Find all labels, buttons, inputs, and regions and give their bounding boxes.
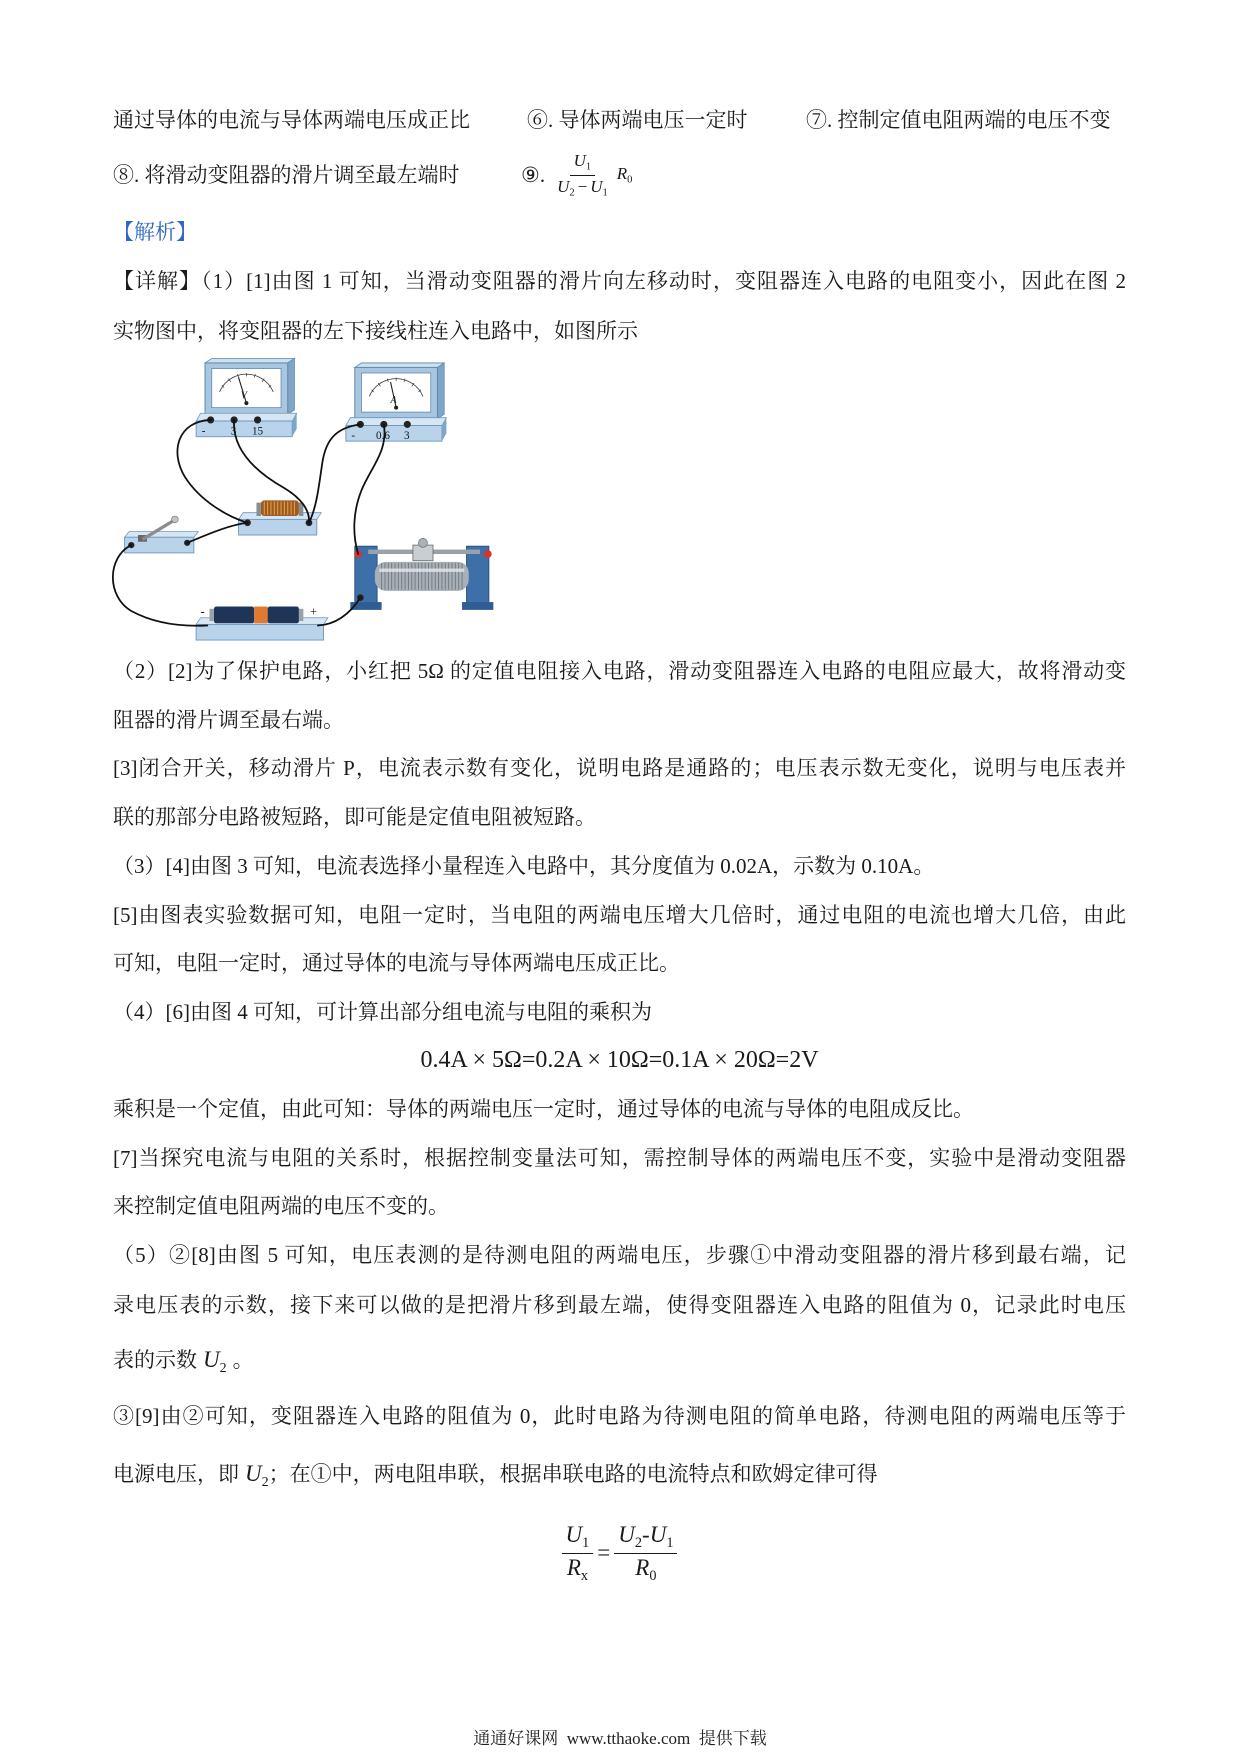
switch-knob — [172, 516, 179, 523]
voltmeter-terminal-label: - — [201, 425, 206, 438]
right-fraction — [614, 1522, 677, 1584]
body-line: [3]闭合开关，移动滑片 P，电流表示数有变化，说明电路是通路的；电压表示数无变化，说明与电压表并 — [113, 756, 1126, 780]
math-variable: R — [635, 1554, 650, 1580]
circuit-figure — [111, 354, 498, 649]
voltmeter-casing-top — [205, 358, 294, 362]
fraction-numerator — [562, 1522, 594, 1553]
ammeter-symbol: A — [390, 395, 397, 407]
fraction-numerator — [570, 151, 596, 176]
resistor-coil — [261, 500, 299, 516]
ammeter-casing-top — [355, 363, 444, 367]
voltmeter-symbol: V — [240, 390, 247, 402]
battery-band — [254, 607, 267, 624]
body-line: 【详解】（1）[1]由图 1 可知，当滑动变阻器的滑片向左移动时，变阻器连入电路的电阻变小，因此在图 2 — [113, 269, 1126, 293]
math-variable: U — [618, 1522, 635, 1548]
wire — [113, 545, 207, 626]
subscript: 2 — [634, 1535, 643, 1552]
voltmeter-terminal-label: 15 — [251, 425, 264, 438]
ammeter — [346, 363, 447, 442]
battery-contact — [299, 609, 303, 621]
subscript: 2 — [261, 1474, 269, 1490]
battery-positive-label: + — [310, 604, 318, 619]
minus-sign: − — [577, 176, 588, 196]
voltmeter-casing-side — [288, 358, 295, 414]
ammeter-terminal-label: 3 — [403, 429, 410, 442]
resistor-end-cap — [256, 503, 260, 516]
wire — [354, 424, 384, 554]
voltmeter-terminal-label: 3 — [230, 425, 237, 438]
subscript: 1 — [602, 187, 608, 199]
math-variable: U — [590, 176, 603, 196]
answer-9-label: ⑨. — [521, 162, 546, 187]
page-footer: 通通好课网 www.tthaoke.com 提供下载 — [473, 1729, 767, 1748]
ammeter-terminal-label: 0.6 — [376, 429, 390, 442]
body-line: （5）②[8]由图 5 可知，电压表测的是待测电阻的两端电压，步骤①中滑动变阻器的滑片移到最右端，记 — [113, 1243, 1126, 1267]
rheostat-coil-highlight — [379, 569, 464, 572]
answer-9-fraction — [553, 151, 612, 200]
math-variable: R — [566, 1554, 581, 1580]
fraction-denominator — [631, 1554, 660, 1584]
math-variable: U — [649, 1522, 667, 1548]
answer-6: ⑥. 导体两端电压一定时 — [527, 108, 748, 132]
battery-base — [196, 624, 323, 640]
answer-9-factor — [617, 164, 633, 186]
ammeter-casing-side — [437, 363, 444, 419]
body-line-with-variable — [113, 1459, 1126, 1498]
product-equation: 0.4A × 5Ω=0.2A × 10Ω=0.1A × 20Ω=2V — [420, 1047, 819, 1073]
switch-base-top — [125, 532, 199, 538]
answer-5-continuation: 通过导体的电流与导体两端电压成正比 — [113, 108, 470, 132]
math-variable: U — [245, 1461, 262, 1486]
answer-9 — [521, 148, 632, 202]
body-line: [5]由图表实验数据可知，电阻一定时，当电阻的两端电压增大几倍时，通过电阻的电流也增大几倍，由此 — [113, 903, 1126, 927]
body-line: 来控制定值电阻两端的电压不变的。 — [113, 1194, 449, 1218]
battery-negative-label: - — [200, 604, 205, 619]
rheostat-slider-knob — [418, 538, 427, 547]
body-line: 乘积是一个定值，由此可知：导体的两端电压一定时，通过导体的电流与导体的电阻成反比。 — [113, 1097, 974, 1121]
body-line: 可知，电阻一定时，通过导体的电流与导体两端电压成正比。 — [113, 951, 680, 975]
body-line: （2）[2]为了保护电路，小红把 5Ω 的定值电阻接入电路，滑动变阻器连入电路的电阻应最大，故将滑动变 — [113, 659, 1126, 683]
answer-7: ⑦. 控制定值电阻两端的电压不变 — [806, 108, 1111, 132]
battery-cell — [214, 607, 254, 624]
switch-base — [125, 537, 194, 553]
answer-8: ⑧. 将滑动变阻器的滑片调至最左端时 — [113, 163, 460, 187]
knife-switch — [125, 516, 199, 553]
subscript: 2 — [569, 187, 575, 199]
math-variable: U — [203, 1347, 220, 1372]
left-fraction — [562, 1522, 594, 1584]
ammeter-pivot — [394, 406, 398, 410]
subscript: 0 — [627, 174, 633, 186]
rheostat-terminal — [484, 550, 492, 558]
body-line: [7]当探究电流与电阻的关系时，根据控制变量法可知，需控制导体的两端电压不变，实验中是滑动变阻器 — [113, 1146, 1126, 1170]
subscript: 1 — [666, 1535, 674, 1552]
fraction-numerator — [614, 1522, 677, 1553]
text-segment: 表的示数 — [113, 1348, 197, 1372]
math-variable: R — [616, 164, 628, 184]
ammeter-terminal-label: - — [351, 429, 356, 442]
subscript: 2 — [219, 1360, 227, 1376]
math-variable: U — [557, 176, 570, 196]
body-line-with-variable — [113, 1345, 1126, 1384]
sliding-rheostat — [350, 538, 493, 610]
text-segment: 。 — [232, 1348, 254, 1372]
fraction-denominator — [563, 1554, 592, 1584]
math-variable: U — [565, 1522, 583, 1548]
rheostat-right-foot — [462, 602, 493, 610]
analysis-heading: 【解析】 — [113, 220, 197, 244]
battery-contact — [210, 609, 214, 621]
body-line: （3）[4]由图 3 可知，电流表选择小量程连入电路中，其分度值为 0.02A，示数为 0.10A。 — [113, 854, 935, 878]
body-line: 实物图中，将变阻器的左下接线柱连入电路中，如图所示 — [113, 319, 638, 343]
body-line: 录电压表的示数，接下来可以做的是把滑片移到最左端，使得变阻器连入电路的阻值为 0，记录此时电压 — [113, 1293, 1126, 1317]
fraction-denominator — [553, 176, 612, 200]
ammeter-terminal — [404, 421, 411, 428]
body-line: ③[9]由②可知，变阻器连入电路的阻值为 0，此时电路为待测电阻的简单电路，待测电阻的两端电压等于 — [113, 1404, 1126, 1428]
battery-holder — [196, 604, 328, 640]
ratio-equation — [113, 1520, 1126, 1586]
text-segment: ；在①中，两电阻串联，根据串联电路的电流特点和欧姆定律可得 — [268, 1462, 878, 1486]
math-variable: U — [573, 150, 586, 170]
voltmeter-terminal — [254, 416, 261, 423]
subscript: 1 — [582, 1535, 590, 1552]
subscript: 0 — [649, 1567, 657, 1584]
voltmeter-pivot — [244, 401, 248, 405]
subscript: x — [580, 1567, 589, 1584]
body-line: 阻器的滑片调至最右端。 — [113, 708, 344, 732]
minus-sign: - — [642, 1522, 650, 1548]
body-line: （4）[6]由图 4 可知，可计算出部分组电流与电阻的乘积为 — [113, 1000, 652, 1024]
equals-sign: = — [597, 1540, 611, 1565]
body-line: 联的那部分电路被短路，即可能是定值电阻被短路。 — [113, 805, 596, 829]
text-segment: 电源电压，即 — [113, 1462, 239, 1486]
battery-cell — [268, 607, 299, 624]
subscript: 1 — [585, 161, 592, 173]
voltmeter — [196, 358, 297, 437]
